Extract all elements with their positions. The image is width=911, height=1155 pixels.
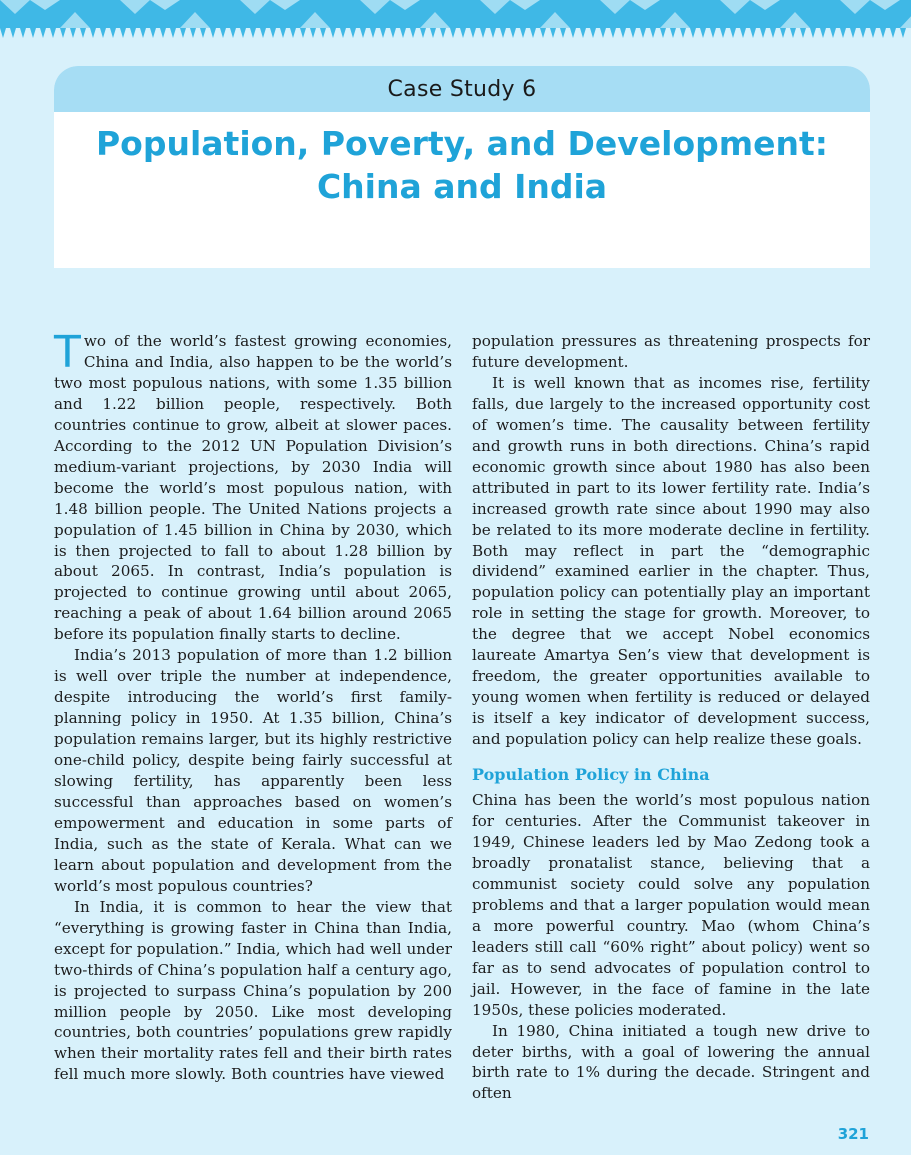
case-study-header: [54, 66, 870, 268]
right-column: [472, 331, 870, 1103]
paragraph: India’s 2013 population of more than 1.2 billion is well over triple the number at independence, despite introducing the world’s first family-planning policy in 1950. At 1.35 billion, China’s population remains larger, but its highly restrictive one-child policy, despite being fairly successful at slowing fertility, has apparently been less successful than approaches based on women’s empowerment and education in some parts of India, such as the state of Kerala. What can we learn about population and development from the world’s most populous countries?: [54, 646, 452, 895]
paragraph-text: wo of the world’s fastest growing economies, China and India, also happen to be the world’s two most populous nations, with some 1.35 billion and 1.22 billion people, respectively. Both countries continue to grow, albeit at slower paces. According to the 2012 UN Population Division’s medium-variant projections, by 2030 India will become the world’s most populous nation, with 1.48 billion people. The United Nations projects a population of 1.45 billion in China by 2030, which is then projected to fall to about 1.28 billion by about 2065. In contrast, India’s population is projected to continue growing until about 2065, reaching a peak of about 1.64 billion around 2065 before its population finally starts to decline.: [54, 332, 452, 644]
title-line-2: China and India: [316, 167, 608, 206]
drop-cap: T: [54, 327, 81, 378]
page-number: 321: [837, 1125, 869, 1143]
paragraph: In India, it is common to hear the view that “everything is growing faster in China than India, except for population.” India, which had well under two-thirds of China’s population half a century ago, is projected to surpass China’s population by 200 million people by 2050. Like most developing countries, both countries’ populations grew rapidly when their mortality rates fell and their birth rates fell much more slowly. Both countries have viewed: [54, 897, 452, 1084]
paragraph: It is well known that as incomes rise, fertility falls, due largely to the increased opportunity cost of women’s time. The causality between fertility and growth runs in both directions. China’s rapid economic growth since about 1980 has also been attributed in part to its lower fertility rate. India’s increased growth rate since about 1990 may also be related to its more moderate decline in fertility. Both may reflect in part the “demographic dividend” examined earlier in the chapter. Thus, population policy can potentially play an important role in setting the stage for growth. Moreover, to the degree that we accept Nobel economics laureate Amartya Sen’s view that development is freedom, the greater opportunities available to young women when fertility is reduced or delayed is itself a key indicator of development success, and population policy can help realize these goals.: [472, 373, 870, 749]
case-study-label: Case Study 6: [54, 66, 870, 112]
zigzag-pattern: [0, 0, 911, 40]
paragraph: population pressures as threatening prospects for future development.: [472, 332, 870, 371]
paragraph: In 1980, China initiated a tough new drive to deter births, with a goal of lowering the annual birth rate to 1% during the decade. Stringent and often: [472, 1021, 870, 1103]
paragraph: China has been the world’s most populous nation for centuries. After the Communist takeover in 1949, Chinese leaders led by Mao Zedong took a broadly pronatalist stance, believing that a communist society could solve any population problems and that a larger population would mean a more powerful country. Mao (whom China’s leaders still call “60% right” about policy) went so far as to send advocates of population control to jail. However, in the face of famine in the late 1950s, these policies moderated.: [472, 791, 870, 1019]
page-title: [54, 122, 870, 208]
paragraph: [54, 327, 452, 645]
title-line-1: Population, Poverty, and Development:: [96, 124, 828, 163]
left-column: [54, 327, 452, 1091]
section-heading: Population Policy in China: [472, 765, 710, 785]
body-text: [54, 327, 870, 1103]
decorative-banner: [0, 0, 911, 40]
